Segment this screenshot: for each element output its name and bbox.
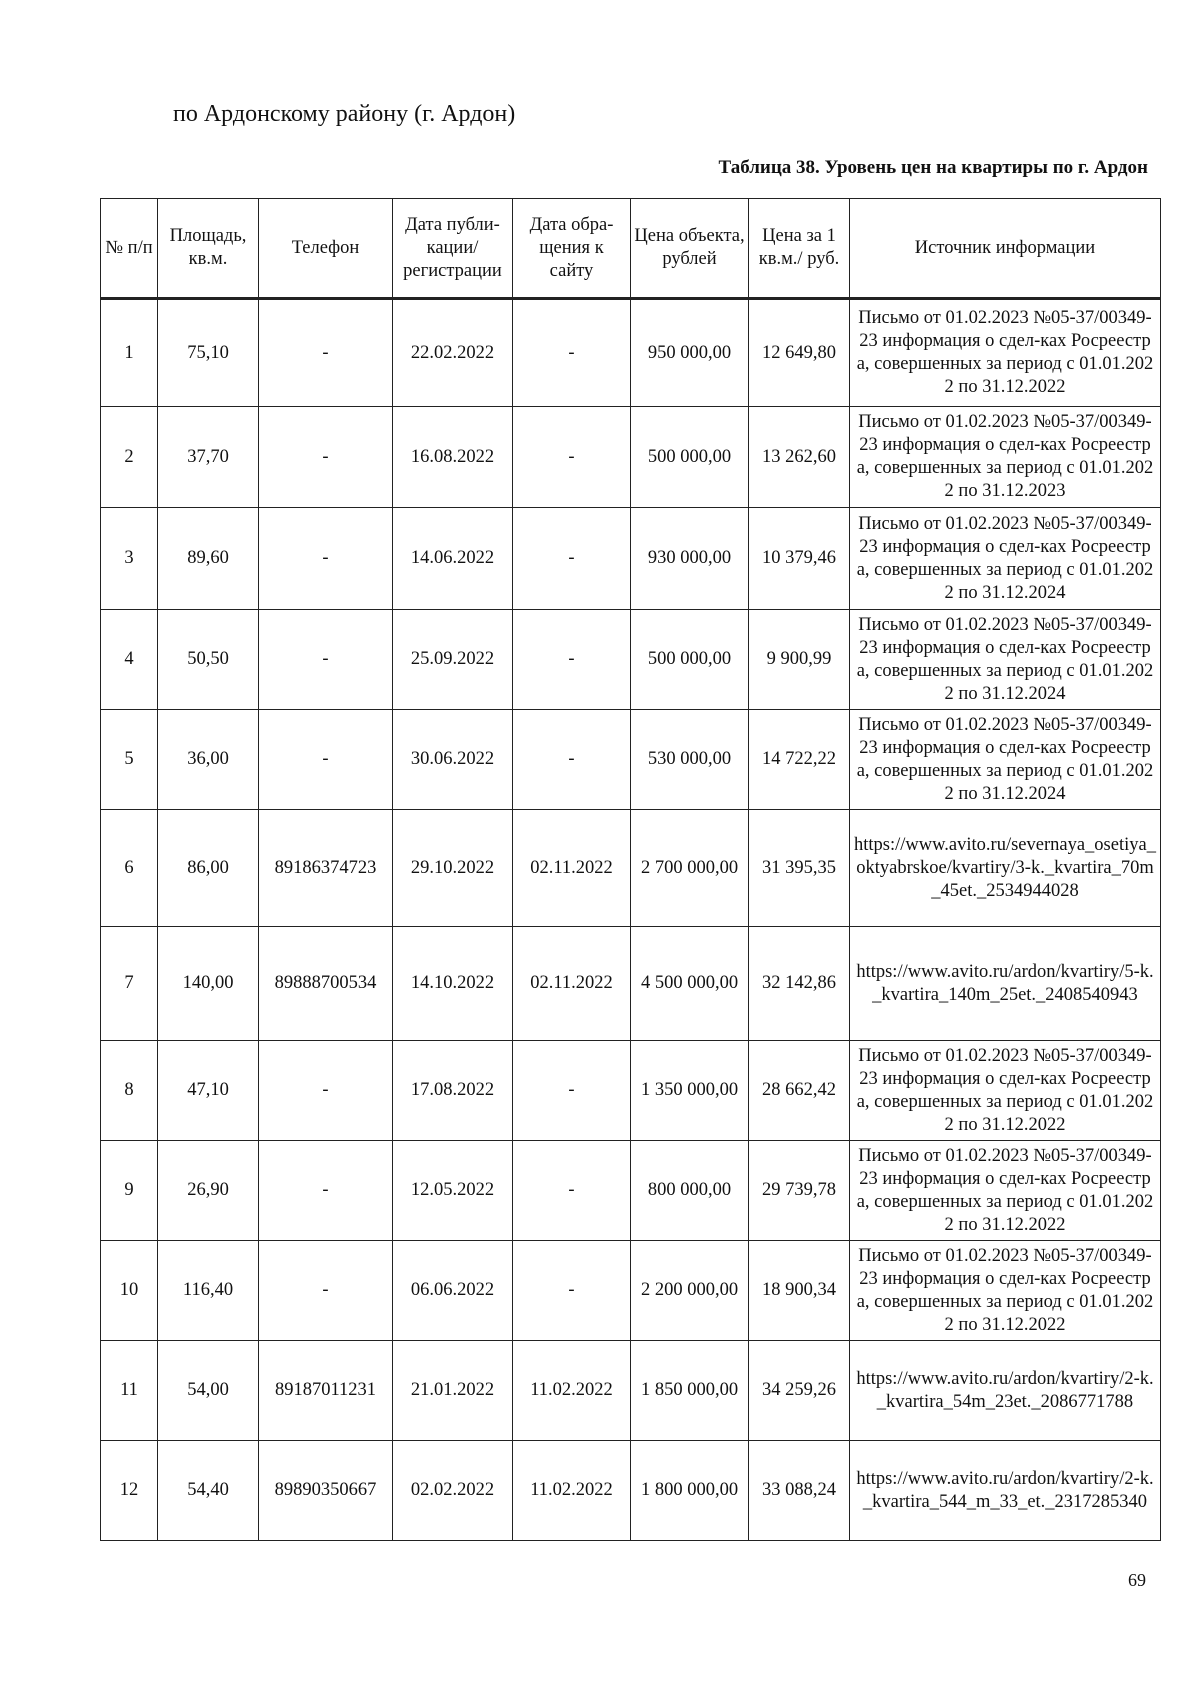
cell-num: 9 bbox=[101, 1141, 158, 1241]
cell-req-date: - bbox=[513, 610, 631, 710]
cell-price-sqm: 33 088,24 bbox=[749, 1441, 850, 1541]
cell-area: 50,50 bbox=[158, 610, 259, 710]
cell-req-date: 02.11.2022 bbox=[513, 810, 631, 927]
header-phone: Телефон bbox=[259, 199, 393, 299]
cell-num: 2 bbox=[101, 407, 158, 508]
cell-pub-date: 30.06.2022 bbox=[393, 710, 513, 810]
cell-num: 10 bbox=[101, 1241, 158, 1341]
cell-req-date: 11.02.2022 bbox=[513, 1441, 631, 1541]
cell-pub-date: 02.02.2022 bbox=[393, 1441, 513, 1541]
cell-area: 36,00 bbox=[158, 710, 259, 810]
cell-price: 1 350 000,00 bbox=[631, 1041, 749, 1141]
cell-area: 116,40 bbox=[158, 1241, 259, 1341]
region-heading: по Ардонскому району (г. Ардон) bbox=[173, 101, 516, 127]
cell-source: Письмо от 01.02.2023 №05-37/00349-23 информация о сдел-ках Росреестра, совершенных за период с 01.01.2022 по 31.12.2022 bbox=[850, 1041, 1161, 1141]
cell-source: https://www.avito.ru/severnaya_osetiya_oktyabrskoe/kvartiry/3-k._kvartira_70m_45et._2534944028 bbox=[850, 810, 1161, 927]
cell-phone: 89187011231 bbox=[259, 1341, 393, 1441]
cell-req-date: - bbox=[513, 508, 631, 610]
cell-area: 26,90 bbox=[158, 1141, 259, 1241]
cell-req-date: - bbox=[513, 1041, 631, 1141]
cell-price-sqm: 14 722,22 bbox=[749, 710, 850, 810]
cell-price: 1 800 000,00 bbox=[631, 1441, 749, 1541]
cell-price: 800 000,00 bbox=[631, 1141, 749, 1241]
cell-source: Письмо от 01.02.2023 №05-37/00349-23 информация о сдел-ках Росреестра, совершенных за период с 01.01.2022 по 31.12.2024 bbox=[850, 710, 1161, 810]
table-row bbox=[101, 710, 1161, 810]
table-row bbox=[101, 610, 1161, 710]
price-table bbox=[100, 198, 1161, 1541]
cell-source: Письмо от 01.02.2023 №05-37/00349-23 информация о сдел-ках Росреестра, совершенных за период с 01.01.2022 по 31.12.2022 bbox=[850, 1141, 1161, 1241]
cell-phone: - bbox=[259, 407, 393, 508]
header-num: № п/п bbox=[101, 199, 158, 299]
cell-area: 37,70 bbox=[158, 407, 259, 508]
cell-phone: 89186374723 bbox=[259, 810, 393, 927]
cell-num: 5 bbox=[101, 710, 158, 810]
cell-source: https://www.avito.ru/ardon/kvartiry/5-k._kvartira_140m_25et._2408540943 bbox=[850, 927, 1161, 1041]
table-caption: Таблица 38. Уровень цен на квартиры по г. Ардон bbox=[718, 157, 1148, 178]
cell-pub-date: 12.05.2022 bbox=[393, 1141, 513, 1241]
cell-phone: - bbox=[259, 508, 393, 610]
cell-pub-date: 29.10.2022 bbox=[393, 810, 513, 927]
cell-phone: - bbox=[259, 610, 393, 710]
table-row bbox=[101, 1441, 1161, 1541]
cell-phone: - bbox=[259, 1041, 393, 1141]
cell-num: 7 bbox=[101, 927, 158, 1041]
cell-req-date: - bbox=[513, 407, 631, 508]
cell-pub-date: 06.06.2022 bbox=[393, 1241, 513, 1341]
cell-num: 3 bbox=[101, 508, 158, 610]
cell-price-sqm: 34 259,26 bbox=[749, 1341, 850, 1441]
cell-phone: - bbox=[259, 1141, 393, 1241]
cell-price: 500 000,00 bbox=[631, 407, 749, 508]
cell-price-sqm: 28 662,42 bbox=[749, 1041, 850, 1141]
cell-req-date: - bbox=[513, 1241, 631, 1341]
cell-price: 530 000,00 bbox=[631, 710, 749, 810]
cell-phone: - bbox=[259, 299, 393, 407]
cell-req-date: 02.11.2022 bbox=[513, 927, 631, 1041]
cell-req-date: - bbox=[513, 299, 631, 407]
cell-pub-date: 17.08.2022 bbox=[393, 1041, 513, 1141]
cell-pub-date: 14.06.2022 bbox=[393, 508, 513, 610]
table-row bbox=[101, 1141, 1161, 1241]
cell-area: 54,00 bbox=[158, 1341, 259, 1441]
cell-phone: - bbox=[259, 710, 393, 810]
table-row bbox=[101, 810, 1161, 927]
table-row bbox=[101, 1241, 1161, 1341]
cell-pub-date: 21.01.2022 bbox=[393, 1341, 513, 1441]
cell-source: https://www.avito.ru/ardon/kvartiry/2-k._kvartira_54m_23et._2086771788 bbox=[850, 1341, 1161, 1441]
cell-price: 500 000,00 bbox=[631, 610, 749, 710]
cell-price-sqm: 18 900,34 bbox=[749, 1241, 850, 1341]
cell-price: 2 200 000,00 bbox=[631, 1241, 749, 1341]
table-row bbox=[101, 1341, 1161, 1441]
cell-num: 12 bbox=[101, 1441, 158, 1541]
cell-phone: 89888700534 bbox=[259, 927, 393, 1041]
cell-price-sqm: 10 379,46 bbox=[749, 508, 850, 610]
cell-price: 2 700 000,00 bbox=[631, 810, 749, 927]
cell-source: https://www.avito.ru/ardon/kvartiry/2-k._kvartira_544_m_33_et._2317285340 bbox=[850, 1441, 1161, 1541]
cell-price-sqm: 29 739,78 bbox=[749, 1141, 850, 1241]
cell-price-sqm: 12 649,80 bbox=[749, 299, 850, 407]
cell-price: 950 000,00 bbox=[631, 299, 749, 407]
page-number: 69 bbox=[1128, 1570, 1146, 1590]
header-price-sqm: Цена за 1 кв.м./ руб. bbox=[749, 199, 850, 299]
header-area: Площадь, кв.м. bbox=[158, 199, 259, 299]
cell-source: Письмо от 01.02.2023 №05-37/00349-23 информация о сдел-ках Росреестра, совершенных за период с 01.01.2022 по 31.12.2024 bbox=[850, 610, 1161, 710]
cell-num: 1 bbox=[101, 299, 158, 407]
cell-phone: 89890350667 bbox=[259, 1441, 393, 1541]
cell-pub-date: 16.08.2022 bbox=[393, 407, 513, 508]
table-row bbox=[101, 299, 1161, 407]
cell-price-sqm: 9 900,99 bbox=[749, 610, 850, 710]
cell-req-date: 11.02.2022 bbox=[513, 1341, 631, 1441]
header-pub-date: Дата публи-кации/ регистрации bbox=[393, 199, 513, 299]
header-req-date: Дата обра-щения к сайту bbox=[513, 199, 631, 299]
header-source: Источник информации bbox=[850, 199, 1161, 299]
table-row bbox=[101, 508, 1161, 610]
cell-source: Письмо от 01.02.2023 №05-37/00349-23 информация о сдел-ках Росреестра, совершенных за период с 01.01.2022 по 31.12.2022 bbox=[850, 1241, 1161, 1341]
table-row bbox=[101, 1041, 1161, 1141]
cell-num: 6 bbox=[101, 810, 158, 927]
table-row bbox=[101, 927, 1161, 1041]
table-header-row bbox=[101, 199, 1161, 299]
cell-num: 4 bbox=[101, 610, 158, 710]
cell-source: Письмо от 01.02.2023 №05-37/00349-23 информация о сдел-ках Росреестра, совершенных за период с 01.01.2022 по 31.12.2022 bbox=[850, 299, 1161, 407]
cell-source: Письмо от 01.02.2023 №05-37/00349-23 информация о сдел-ках Росреестра, совершенных за период с 01.01.2022 по 31.12.2023 bbox=[850, 407, 1161, 508]
cell-num: 11 bbox=[101, 1341, 158, 1441]
cell-price: 4 500 000,00 bbox=[631, 927, 749, 1041]
cell-price: 1 850 000,00 bbox=[631, 1341, 749, 1441]
cell-source: Письмо от 01.02.2023 №05-37/00349-23 информация о сдел-ках Росреестра, совершенных за период с 01.01.2022 по 31.12.2024 bbox=[850, 508, 1161, 610]
cell-pub-date: 22.02.2022 bbox=[393, 299, 513, 407]
cell-area: 54,40 bbox=[158, 1441, 259, 1541]
cell-req-date: - bbox=[513, 1141, 631, 1241]
cell-area: 47,10 bbox=[158, 1041, 259, 1141]
cell-area: 89,60 bbox=[158, 508, 259, 610]
cell-area: 75,10 bbox=[158, 299, 259, 407]
header-price: Цена объекта, рублей bbox=[631, 199, 749, 299]
cell-price-sqm: 13 262,60 bbox=[749, 407, 850, 508]
cell-num: 8 bbox=[101, 1041, 158, 1141]
cell-price: 930 000,00 bbox=[631, 508, 749, 610]
cell-area: 86,00 bbox=[158, 810, 259, 927]
cell-price-sqm: 31 395,35 bbox=[749, 810, 850, 927]
cell-area: 140,00 bbox=[158, 927, 259, 1041]
cell-phone: - bbox=[259, 1241, 393, 1341]
cell-pub-date: 14.10.2022 bbox=[393, 927, 513, 1041]
cell-req-date: - bbox=[513, 710, 631, 810]
cell-pub-date: 25.09.2022 bbox=[393, 610, 513, 710]
cell-price-sqm: 32 142,86 bbox=[749, 927, 850, 1041]
table-row bbox=[101, 407, 1161, 508]
